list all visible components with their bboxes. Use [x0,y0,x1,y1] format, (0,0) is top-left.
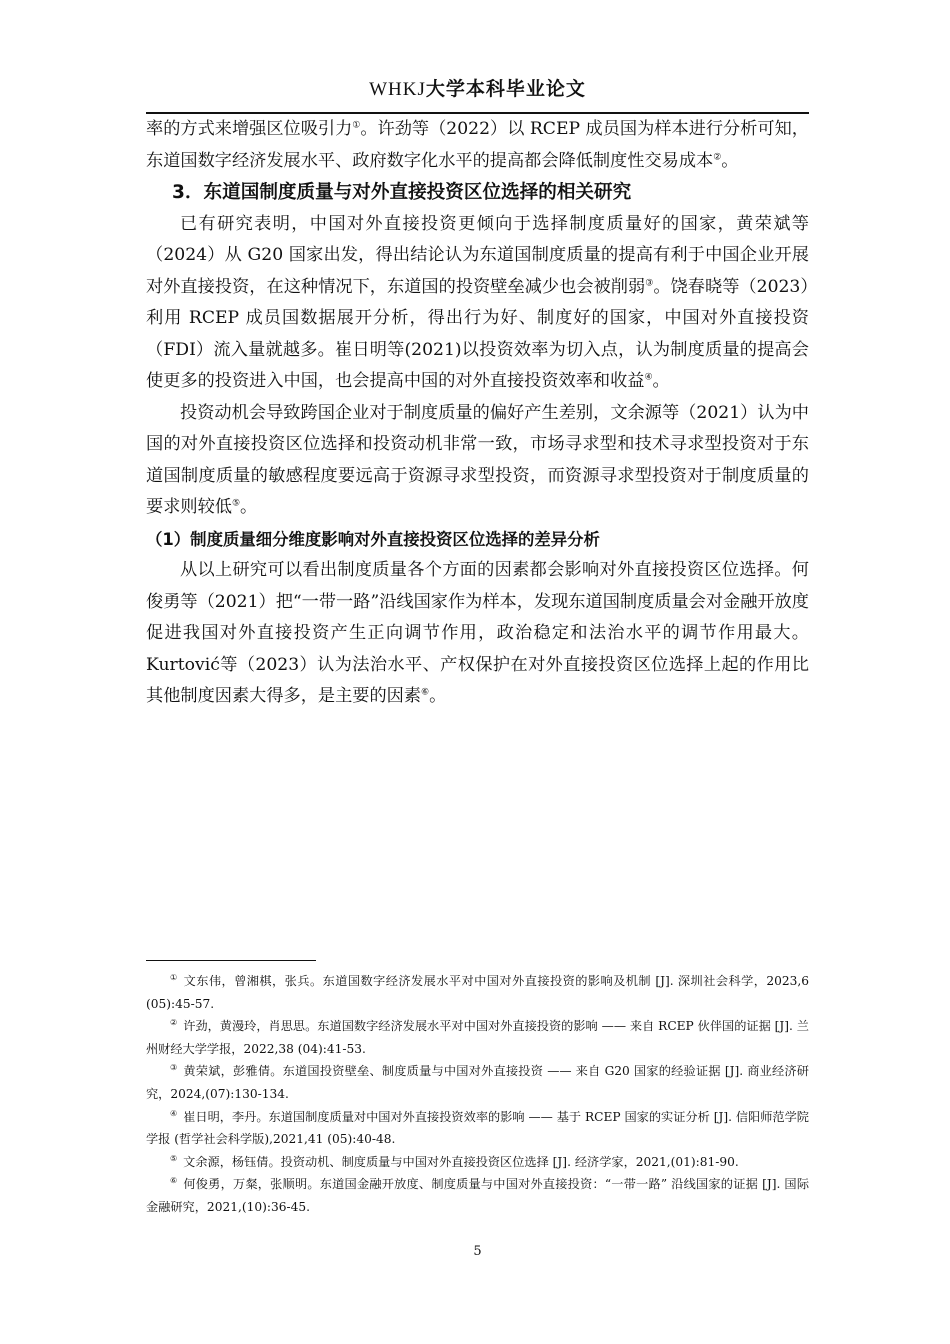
footnote-mark: ⑤ [170,1153,178,1163]
footnote-ref-4[interactable]: ④ [644,372,653,383]
paragraph-2-text-b: 。饶春晓等（2023）利用 RCEP 成员国数据展开分析，得出行为好、制度好的国家，中国对外直接投资（FDI）流入量就越多。崔日明等(2021)以投资效率为切入点，认为制度质量的提高会使更多的投资进入中国，也会提高中国的对外直接投资效率和收益 [146,276,809,391]
footnote-mark: ① [170,972,178,982]
header-prefix: WHKJ [369,79,426,100]
paragraph-1-text-a: 率的方式来增强区位吸引力 [146,119,353,139]
footnote-mark: ④ [170,1108,178,1118]
footnote-ref-2[interactable]: ② [713,151,722,162]
subsection-heading-1: （1）制度质量细分维度影响对外直接投资区位选择的差异分析 [146,529,600,549]
footnote-text: 许劲，黄漫玲，肖思思。东道国数字经济发展水平对中国对外直接投资的影响 —— 来自 RCEP 伙伴国的证据 [J]. 兰州财经大学学报，2022,38 (04):41-53. [146,1019,809,1056]
footnote-ref-3[interactable]: ③ [645,277,654,288]
paragraph-1-text-c: 。 [721,150,739,171]
footnote-ref-1[interactable]: ① [352,120,361,131]
footnote-text: 黄荣斌，彭雅倩。东道国投资壁垒、制度质量与中国对外直接投资 —— 来自 G20 国家的经验证据 [J]. 商业经济研究，2024,(07):130-134. [146,1064,809,1101]
paragraph-4 [146,555,809,713]
paragraph-4-text-b: 。 [429,686,447,706]
footnote-item [146,1015,809,1060]
footnote-separator [146,960,316,961]
footnote-mark: ③ [170,1063,178,1073]
footnote-item [146,1060,809,1105]
footnote-text: 文余源，杨钰倩。投资动机、制度质量与中国对外直接投资区位选择 [J]. 经济学家，2021,(01):81-90. [183,1154,739,1169]
footnote-item [146,1151,809,1174]
page-header [146,74,809,101]
footnote-ref-5[interactable]: ⑤ [231,498,241,509]
footnote-item [146,1173,809,1218]
main-body [146,114,809,713]
footnote-text: 文东伟，曾湘棋，张兵。东道国数字经济发展水平对中国对外直接投资的影响及机制 [J]. 深圳社会科学，2023,6 (05):45-57. [146,974,809,1011]
footnotes [146,970,809,1219]
footnote-item [146,970,809,1015]
page-number: 5 [473,1244,482,1259]
paragraph-2-text-a: 已有研究表明，中国对外直接投资更倾向于选择制度质量好的国家，黄荣斌等（2024）从 G20 国家出发，得出结论认为东道国制度质量的提高有利于中国企业开展对外直接投资，在这种情况下，东道国的投资壁垒减少也会被削弱 [146,213,809,297]
paragraph-1 [146,114,809,177]
footnote-mark: ⑥ [170,1176,178,1186]
paragraph-1-text-b: 。许劲等（2022）以 RCEP 成员国为样本进行分析可知，东道国数字经济发展水平、政府数字化水平的提高都会降低制度性交易成本 [146,119,809,171]
footnote-ref-6[interactable]: ⑥ [421,687,430,698]
paragraph-3 [146,398,809,524]
footnote-item [146,1106,809,1151]
header-title: 大学本科毕业论文 [425,78,586,100]
paragraph-3-text-a: 投资动机会导致跨国企业对于制度质量的偏好产生差别，文余源等（2021）认为中国的对外直接投资区位选择和投资动机非常一致，市场寻求型和技术寻求型投资对于东道国制度质量的敏感程度要远高于资源寻求型投资，而资源寻求型投资对于制度质量的要求则较低 [146,402,809,517]
footnote-text: 何俊勇，万粲，张顺明。东道国金融开放度、制度质量与中国对外直接投资：“一带一路” 沿线国家的证据 [J]. 国际金融研究，2021,(10):36-45. [146,1177,810,1214]
paragraph-2-text-c: 。 [652,371,670,391]
paragraph-2 [146,209,809,398]
paragraph-3-text-b: 。 [240,497,258,517]
paragraph-4-text-a: 从以上研究可以看出制度质量各个方面的因素都会影响对外直接投资区位选择。何俊勇等（2021）把“一带一路”沿线国家作为样本，发现东道国制度质量会对金融开放度促进我国对外直接投资产生正向调节作用，政治稳定和法治水平的调节作用最大。Kurtović等（2023）认为法治水平、产权保护在对外直接投资区位选择上起的作用比其他制度因素大得多，是主要的因素 [146,560,809,706]
footnote-mark: ② [170,1018,178,1028]
footnote-text: 崔日明，李丹。东道国制度质量对中国对外直接投资效率的影响 —— 基于 RCEP 国家的实证分析 [J]. 信阳师范学院学报 (哲学社会科学版),2021,41 (05):40-48. [146,1109,809,1147]
section-heading-3: 3．东道国制度质量与对外直接投资区位选择的相关研究 [172,182,632,203]
